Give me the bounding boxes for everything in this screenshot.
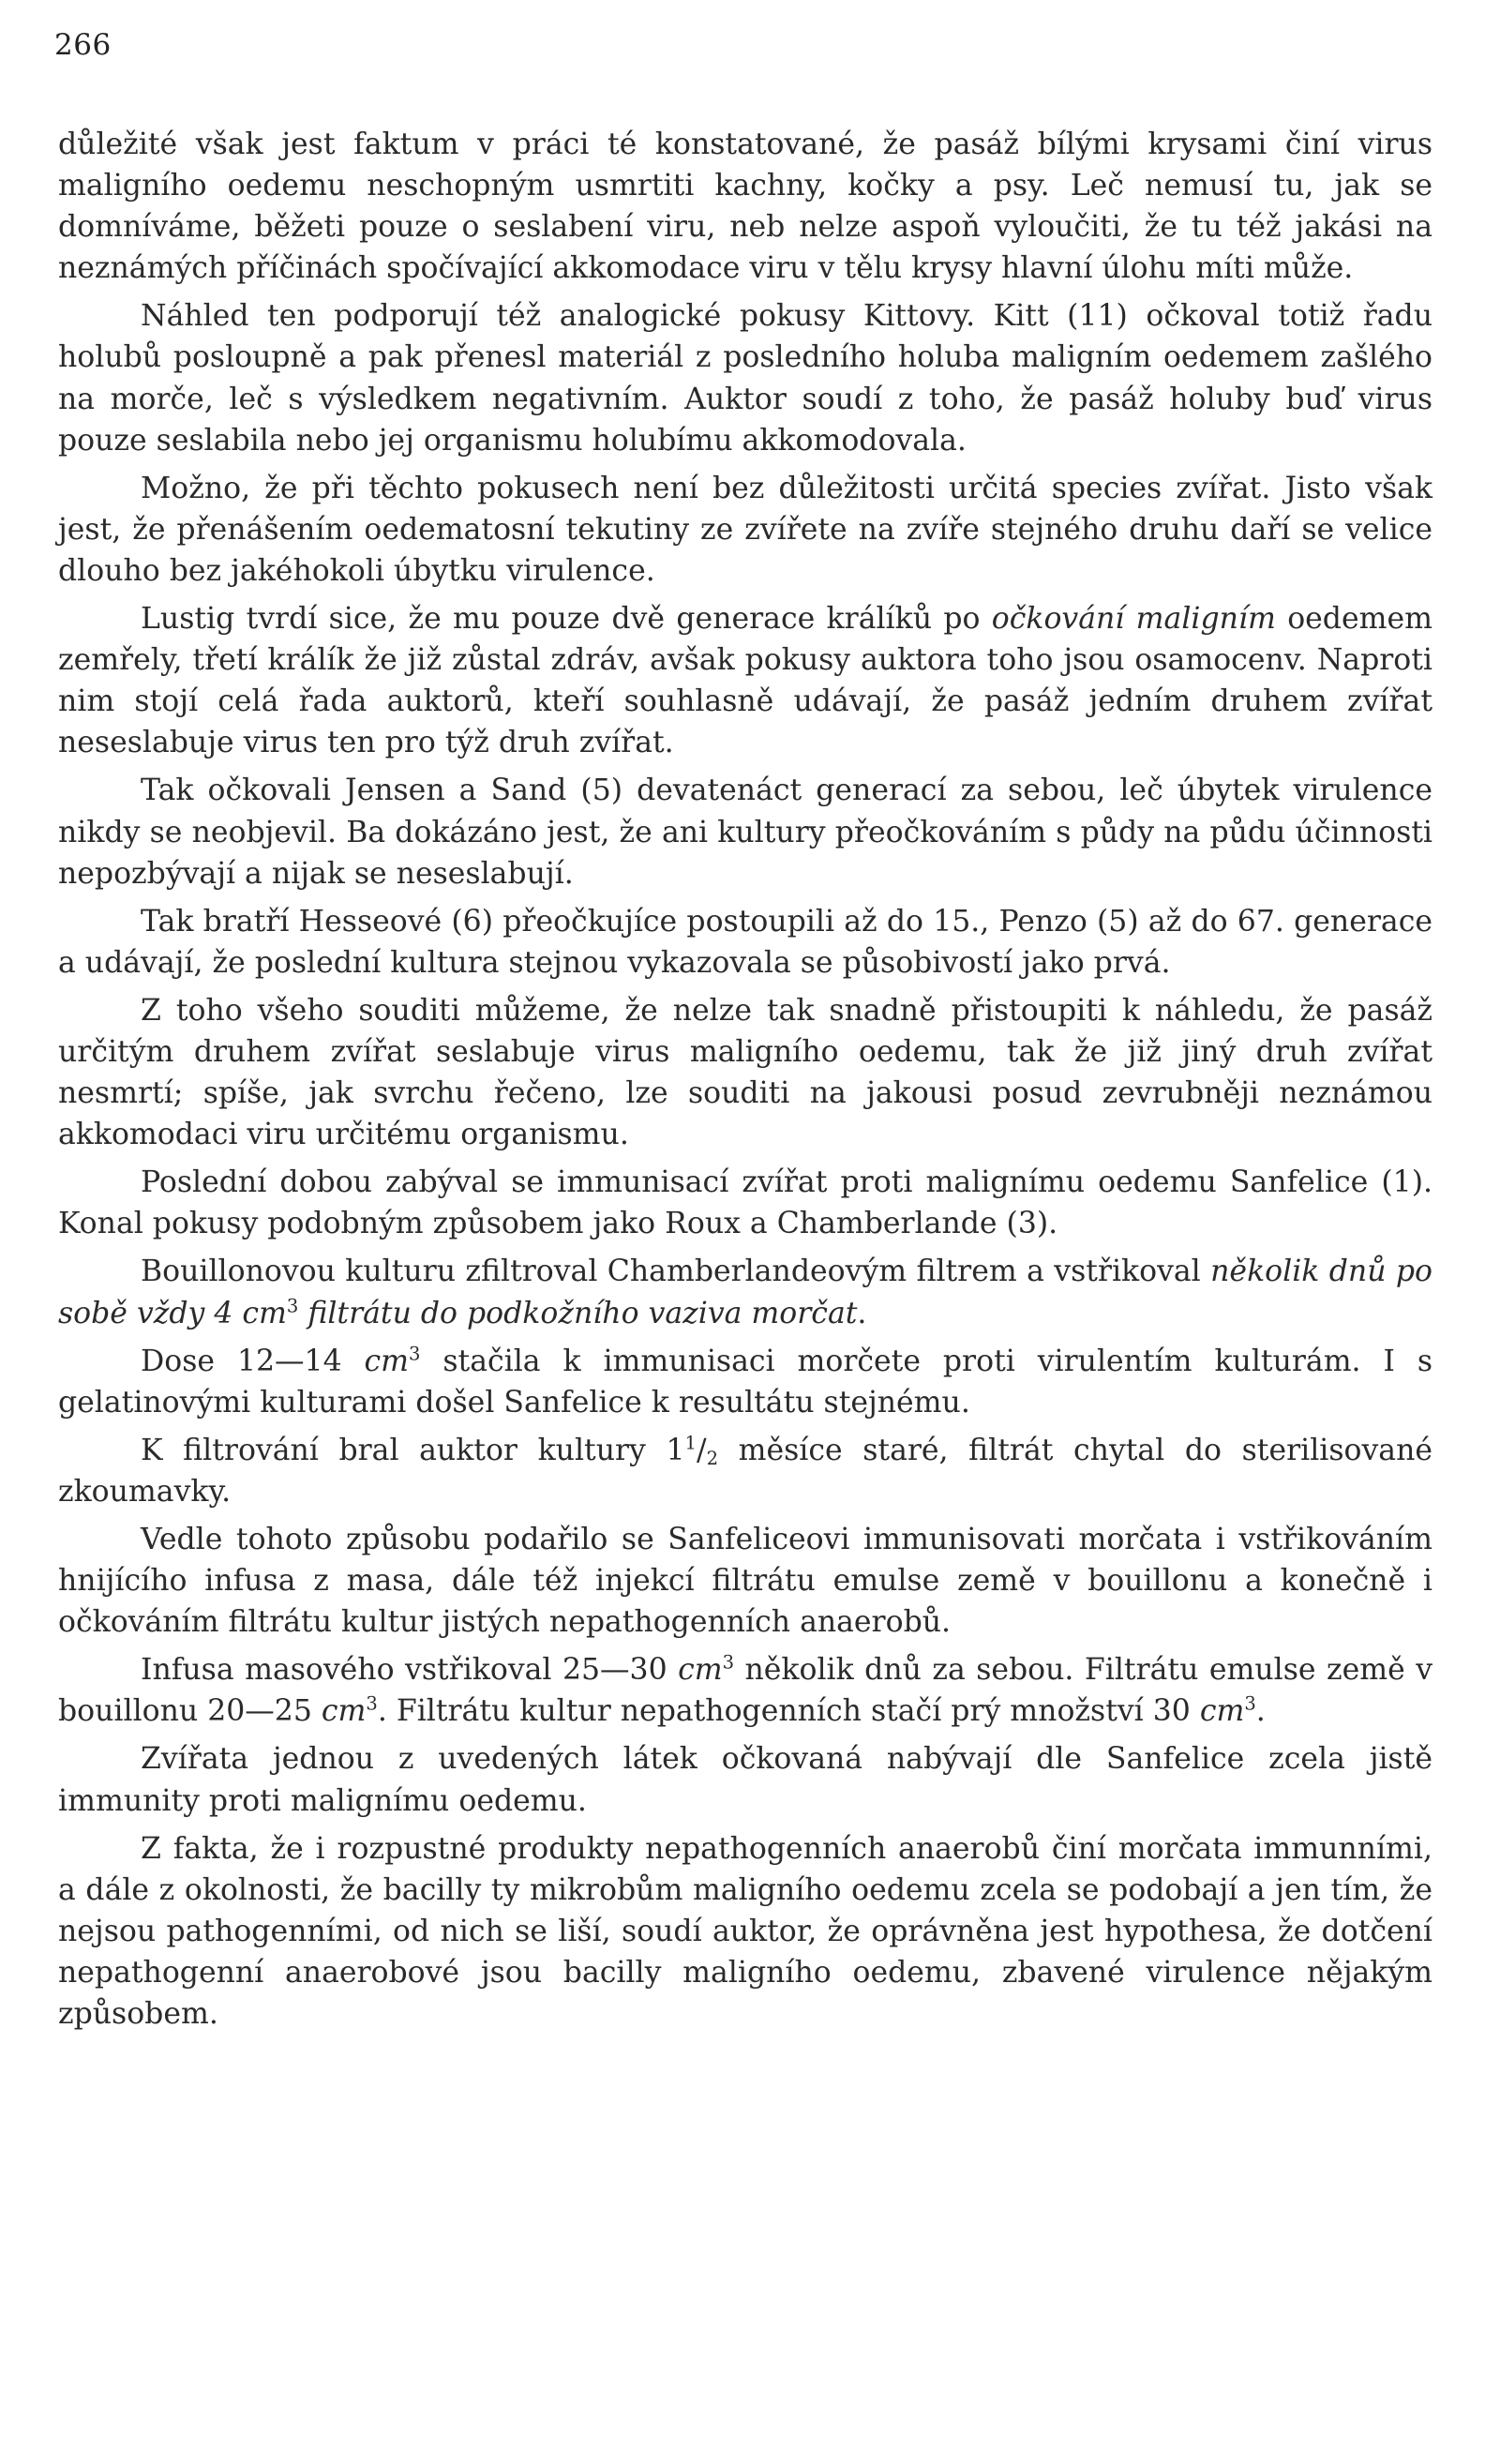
italic-run: cm: [678, 1653, 723, 1688]
italic-run: cm: [321, 1694, 367, 1729]
superscript: 3: [409, 1342, 421, 1364]
text-run: Dose 12—14: [141, 1344, 365, 1378]
text-run: oedemem zemřely, třetí králík že již zůstal zdráv, avšak pokusy auktora toho jsou osamocenv. Naproti nim stojí celá řada auktorů, kteří souhlasně udávají, že pasáž jedním druhem zvířat neseslabuje virus ten pro týž druh zvířat.: [58, 602, 1432, 760]
text-run: K filtrování bral auktor kultury 1: [141, 1433, 685, 1467]
italic-run: cm: [1199, 1694, 1245, 1729]
text-run: Infusa masového vstřikoval 25—30: [141, 1653, 679, 1688]
paragraph: [58, 1430, 1432, 1512]
paragraph: Možno, že při těchto pokusech není bez důležitosti určitá species zvířat. Jisto však jest, že přenášením oedematosní tekutiny ze zvířete na zvíře stejného druhu daří se velice dlouho bez jakéhokoli úbytku virulence.: [58, 471, 1432, 588]
italic-run: očkování maligním: [991, 602, 1276, 637]
text-run: několik dnů za sebou. Filtrátu emulse země v bouillonu 20—25: [58, 1653, 1432, 1729]
superscript: 3: [286, 1294, 299, 1316]
paragraph: Z toho všeho souditi můžeme, že nelze tak snadně přistoupiti k náhledu, že pasáž určitým druhem zvířat seslabuje virus maligního oedemu, tak že již jiný druh zvířat nesmrtí; spíše, jak svrchu řečeno, lze souditi na jakousi posud zevrubněji neznámou akkomodaci viru určitému organismu.: [58, 993, 1432, 1152]
italic-run: filtrátu do podkožního vaziva morčat: [298, 1296, 858, 1330]
italic-run: cm: [364, 1344, 410, 1378]
fraction-denominator: 2: [706, 1447, 718, 1469]
paragraph: Vedle tohoto způsobu podařilo se Sanfeliceovi immunisovati morčata i vstřikováním hnijícího infusa z masa, dále též injekcí filtrátu emulse země v bouillonu a konečně i očkováním filtrátu kultur jistých nepathogenních anaerobů.: [58, 1523, 1432, 1640]
fraction-slash: /: [696, 1433, 707, 1467]
text-run: . Filtrátu kultur nepathogenních stačí prý množství 30: [377, 1694, 1200, 1729]
paragraph: [58, 1251, 1432, 1333]
page-number: 266: [54, 28, 112, 62]
text-run: Lustig tvrdí sice, že mu pouze dvě generace králíků po: [141, 602, 992, 637]
paragraph: Tak očkovali Jensen a Sand (5) devatenáct generací za sebou, leč úbytek virulence nikdy se neobjevil. Ba dokázáno jest, že ani kultury přeočkováním s půdy na půdu účinnosti nepozbývají a nijak se neseslabují.: [58, 774, 1432, 891]
superscript: 3: [722, 1651, 735, 1674]
fraction-numerator: 1: [684, 1432, 697, 1454]
paragraph: [58, 598, 1432, 763]
italic-run: několik dnů po sobě vždy 4 cm: [58, 1255, 1432, 1330]
text-body: [58, 124, 1432, 2041]
paragraph: Tak bratří Hesseové (6) přeočkujíce postoupili až do 15., Penzo (5) až do 67. generace a udávají, že poslední kultura stejnou vykazovala se působivostí jako prvá.: [58, 904, 1432, 980]
paragraph: Z fakta, že i rozpustné produkty nepathogenních anaerobů činí morčata immunními, a dále z okolnosti, že bacilly ty mikrobům maligního oedemu zcela se podobají a jen tím, že nejsou pathogenními, od nich se liší, soudí auktor, že oprávněna jest hypothesa, že dotčení nepathogenní anaerobové jsou bacilly maligního oedemu, zbavené virulence nějakým způsobem.: [58, 1831, 1432, 2032]
text-run: měsíce staré, filtrát chytal do sterilisované zkoumavky.: [58, 1433, 1432, 1509]
superscript: 3: [366, 1692, 378, 1715]
text-run: .: [1255, 1694, 1266, 1729]
superscript: 3: [1244, 1692, 1256, 1715]
paragraph: [58, 1341, 1432, 1423]
paragraph: Poslední dobou zabýval se immunisací zvířat proti malignímu oedemu Sanfelice (1). Konal pokusy podobným způsobem jako Roux a Chamberlande (3).: [58, 1165, 1432, 1241]
text-run: stačila k immunisaci morčete proti virulentím kulturám. I s gelatinovými kulturami došel Sanfelice k resultátu stejnému.: [58, 1344, 1433, 1420]
paragraph: Zvířata jednou z uvedených látek očkovaná nabývají dle Sanfelice zcela jistě immunity proti malignímu oedemu.: [58, 1742, 1432, 1818]
text-run: .: [857, 1296, 867, 1330]
text-run: Bouillonovou kulturu zfiltroval Chamberlandeovým filtrem a vstřikoval: [141, 1255, 1211, 1289]
paragraph: Náhled ten podporují též analogické pokusy Kittovy. Kitt (11) očkoval totiž řadu holubů posloupně a pak přenesl materiál z posledního holuba maligním oedemem zašlého na morče, leč s výsledkem negativním. Auktor soudí z toho, že pasáž holuby buď virus pouze seslabila nebo jej organismu holubímu akkomodovala.: [58, 299, 1432, 458]
paragraph: důležité však jest faktum v práci té konstatované, že pasáž bílými krysami činí virus maligního oedemu neschopným usmrtiti kachny, kočky a psy. Leč nemusí tu, jak se domníváme, běžeti pouze o seslabení viru, neb nelze aspoň vyloučiti, že tu též jakási na neznámých příčinách spočívající akkomodace viru v tělu krysy hlavní úlohu míti může.: [58, 128, 1432, 286]
paragraph: [58, 1649, 1432, 1732]
